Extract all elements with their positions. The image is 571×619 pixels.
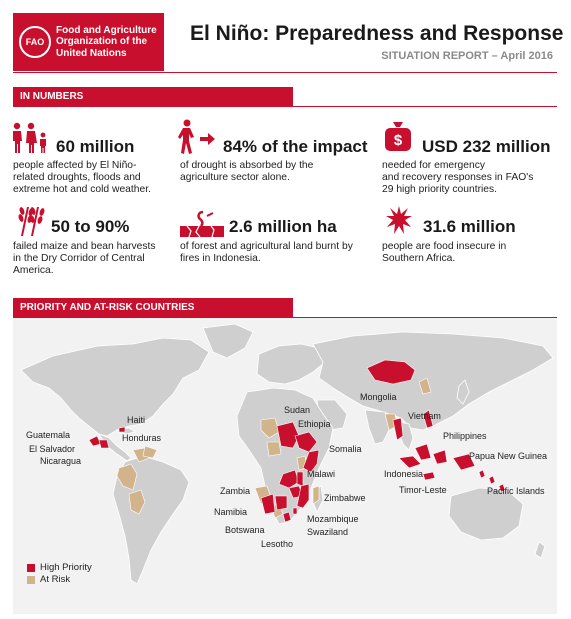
stat-description: needed for emergency and recovery responses in FAO's 29 high priority countries. (382, 160, 534, 195)
map-label-el-salvador: El Salvador (29, 444, 76, 454)
high-priority-country (261, 494, 275, 514)
map-label-malawi: Malawi (307, 469, 336, 479)
map-label-zambia: Zambia (220, 486, 251, 496)
legend-label: At Risk (40, 574, 71, 585)
section-in-numbers: IN NUMBERS (13, 87, 293, 107)
high-priority-country (297, 472, 303, 486)
stat-value: 2.6 million ha (229, 217, 337, 236)
logo-letters: FAO (25, 37, 45, 47)
stat-description: of forest and agricultural land burnt by fires in Indonesia. (180, 241, 353, 264)
high-priority-country (423, 472, 435, 480)
legend-swatch-at-risk (27, 576, 35, 584)
map-label-lesotho: Lesotho (261, 539, 294, 549)
map-label-philippines: Philippines (443, 431, 487, 441)
stat-description: people are food insecure in Southern Africa. (382, 241, 507, 264)
map-label-namibia: Namibia (214, 507, 248, 517)
high-priority-country (415, 444, 431, 460)
map-label-indonesia: Indonesia (384, 469, 424, 479)
map-label-mongolia: Mongolia (360, 392, 397, 402)
stat-value: 60 million (56, 137, 135, 156)
legend-high-priority (27, 562, 92, 573)
org-name (56, 25, 157, 60)
map-label-swaziland: Swaziland (307, 527, 349, 537)
high-priority-country (479, 470, 485, 478)
section-divider (293, 106, 557, 107)
world-map-svg (13, 318, 557, 614)
map-label-somalia: Somalia (329, 444, 362, 454)
high-priority-country (275, 496, 287, 510)
at-risk-country (143, 446, 157, 458)
farmer-arrow-icon (178, 119, 218, 160)
wheat-icon (13, 203, 47, 242)
fao-logo (13, 13, 164, 71)
fao-emblem-icon (19, 26, 51, 58)
map-label-sudan: Sudan (284, 405, 311, 415)
world-map (13, 318, 557, 614)
header-divider (13, 72, 557, 73)
stat-value: 50 to 90% (51, 217, 130, 236)
svg-text:$: $ (393, 132, 403, 149)
org-name-line2: Organization of the (56, 36, 148, 48)
stat-value: 31.6 million (423, 217, 516, 236)
map-label-zimbabwe: Zimbabwe (324, 493, 366, 503)
high-priority-country (119, 427, 125, 432)
stat-description: of drought is absorbed by the agriculture sector alone. (180, 160, 314, 183)
map-label-ethiopia: Ethiopia (298, 419, 331, 429)
map-label-nicaragua: Nicaragua (40, 456, 82, 466)
high-priority-country (293, 508, 297, 514)
people-icon (11, 122, 51, 159)
map-label-haiti: Haiti (127, 415, 146, 425)
page-title: El Niño: Preparedness and Response (190, 22, 564, 45)
map-label-pacific-islands: Pacific Islands (487, 486, 545, 496)
stat-value: USD 232 million (422, 137, 551, 156)
at-risk-country (267, 442, 281, 456)
org-name-line3: United Nations (56, 47, 127, 59)
high-priority-country (399, 456, 421, 468)
map-label-timor-leste: Timor-Leste (399, 485, 447, 495)
section-priority-countries: PRIORITY AND AT-RISK COUNTRIES (13, 298, 293, 318)
map-label-papua-new-guinea: Papua New Guinea (469, 451, 548, 461)
money-bag-icon (383, 120, 413, 157)
legend-at-risk (27, 574, 70, 585)
stat-description: people affected by El Niño- related droughts, floods and extreme hot and cold weather. (13, 160, 151, 195)
map-label-botswana: Botswana (225, 525, 265, 535)
burst-icon (385, 205, 413, 240)
map-label-mozambique: Mozambique (307, 514, 359, 524)
stat-value: 84% of the impact (223, 137, 368, 156)
stat-description: failed maize and bean harvests in the Dry Corridor of Central America. (13, 241, 156, 276)
page-subtitle: SITUATION REPORT – April 2016 (381, 50, 553, 62)
map-label-vietnam: Vietnam (408, 411, 441, 421)
high-priority-country (393, 418, 403, 440)
high-priority-country (433, 450, 447, 464)
legend-swatch-high-priority (27, 564, 35, 572)
map-label-honduras: Honduras (122, 433, 162, 443)
legend-label: High Priority (40, 562, 92, 573)
map-label-guatemala: Guatemala (26, 430, 71, 440)
high-priority-country (489, 476, 495, 484)
burnt-land-icon (179, 210, 225, 243)
high-priority-country (99, 440, 109, 448)
org-name-line1: Food and Agriculture (56, 24, 157, 36)
